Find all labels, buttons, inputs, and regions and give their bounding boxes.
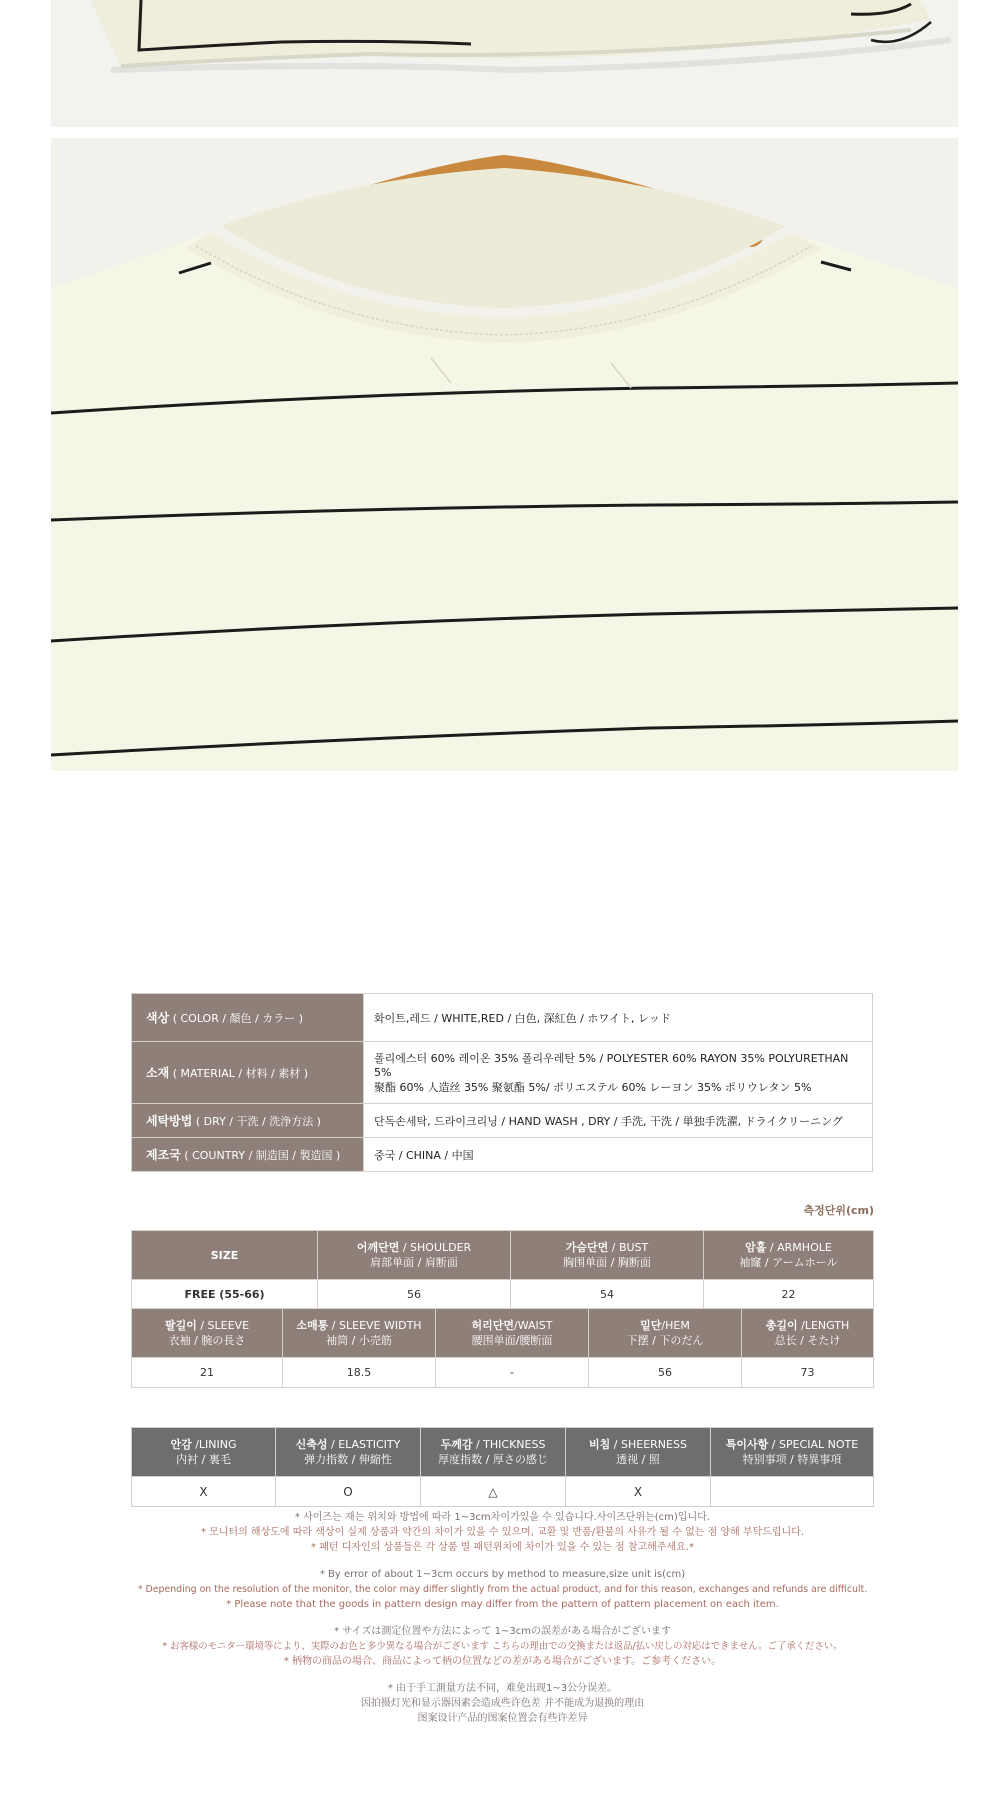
fabric-cell-thickness: △ — [421, 1477, 566, 1507]
header-sub: 特别事项 / 特異事項 — [742, 1453, 842, 1466]
detail-photo-hem — [51, 0, 958, 127]
fabric-table-header — [132, 1428, 874, 1477]
header-sub: 透视 / 照 — [616, 1453, 660, 1466]
header-rest: / SPECIAL NOTE — [768, 1438, 859, 1451]
header-rest: /LINING — [191, 1438, 237, 1451]
info-row-wash — [132, 1104, 873, 1138]
header-bold: 신축성 — [295, 1438, 328, 1451]
size-table-1-row — [132, 1280, 874, 1310]
header-bold: 암홀 — [745, 1241, 767, 1254]
striped-tshirt-collar-on-hanger-photo — [51, 138, 958, 771]
header-bold: 소매통 — [296, 1319, 329, 1332]
detail-photo-collar — [51, 138, 958, 771]
header-rest: /WAIST — [514, 1319, 553, 1332]
size-cell-hem: 56 — [589, 1358, 742, 1388]
size-header-waist — [436, 1309, 589, 1358]
note-line: * 由于手工測量方法不同，难免出现1~3公分误差。 — [387, 1683, 618, 1694]
size-header-armhole — [704, 1231, 874, 1280]
size-cell-waist: - — [436, 1358, 589, 1388]
size-header-bust — [511, 1231, 704, 1280]
header-sub: 衣袖 / 腕の長さ — [168, 1334, 246, 1347]
info-label-rest: ( COLOR / 顏色 / カラー ) — [172, 1012, 304, 1025]
info-label-ko: 제조국 — [146, 1148, 181, 1162]
size-table-2 — [131, 1308, 874, 1388]
header-rest: / BUST — [608, 1241, 649, 1254]
size-cell-size: FREE (55-66) — [132, 1280, 318, 1310]
size-notes — [131, 1510, 874, 1738]
header-sub: 袖筒 / 小売筋 — [326, 1334, 392, 1347]
info-value-material — [364, 1042, 873, 1104]
header-sub: 下摆 / 下のだん — [626, 1334, 704, 1347]
size-cell-bust: 54 — [511, 1280, 704, 1310]
info-label-color — [132, 994, 364, 1042]
header-sub: 肩部单面 / 肩断面 — [370, 1256, 458, 1269]
measurement-unit-note: 측정단위(cm) — [803, 1204, 874, 1217]
fabric-feature-table — [131, 1427, 874, 1507]
header-bold: 두께감 — [440, 1438, 473, 1451]
info-label-rest: ( MATERIAL / 材料 / 素材 ) — [172, 1067, 309, 1080]
info-row-color — [132, 994, 873, 1042]
header-rest: / ELASTICITY — [327, 1438, 401, 1451]
fabric-cell-elasticity: O — [276, 1477, 421, 1507]
size-header-sleeve-width — [283, 1309, 436, 1358]
size-cell-armhole: 22 — [704, 1280, 874, 1310]
note-line: * サイズは測定位置や方法によって 1~3cmの誤差がある場合がございます — [334, 1626, 671, 1637]
size-cell-sleeve-width: 18.5 — [283, 1358, 436, 1388]
fabric-cell-sheerness: X — [566, 1477, 711, 1507]
size-cell-sleeve: 21 — [132, 1358, 283, 1388]
size-header-sleeve — [132, 1309, 283, 1358]
size-table-1-header — [132, 1231, 874, 1280]
header-bold: 허리단면 — [471, 1319, 515, 1332]
notes-japanese — [131, 1624, 874, 1669]
note-line: * Please note that the goods in pattern design may differ from the pattern of pattern placement on each item. — [226, 1599, 779, 1610]
size-header-length — [742, 1309, 874, 1358]
header-bold: 특이사항 — [725, 1438, 769, 1451]
header-rest: / THICKNESS — [472, 1438, 546, 1451]
info-label-ko: 세탁방법 — [146, 1114, 193, 1128]
header-rest: / SLEEVE WIDTH — [328, 1319, 422, 1332]
material-line-2: 聚酯 60% 人造丝 35% 聚氨酯 5%/ ポリエステル 60% レーヨン 35% ポリウレタン 5% — [374, 1081, 812, 1094]
header-sub: 腰围单面/腰断面 — [471, 1334, 553, 1347]
size-table-2-header — [132, 1309, 874, 1358]
info-label-ko: 색상 — [146, 1011, 170, 1025]
header-rest: / SHEERNESS — [610, 1438, 687, 1451]
note-line: * By error of about 1~3cm occurs by method to measure,size unit is(cm) — [319, 1569, 686, 1580]
fabric-header-lining — [132, 1428, 276, 1477]
header-sub: 胸围单面 / 胸断面 — [563, 1256, 651, 1269]
fabric-header-sheerness — [566, 1428, 711, 1477]
info-label-material — [132, 1042, 364, 1104]
size-table-1 — [131, 1230, 874, 1310]
info-label-wash — [132, 1104, 364, 1138]
fabric-cell-lining: X — [132, 1477, 276, 1507]
size-header-hem — [589, 1309, 742, 1358]
info-label-rest: ( COUNTRY / 制造国 / 製造国 ) — [184, 1149, 341, 1162]
notes-english — [131, 1567, 874, 1612]
notes-korean — [131, 1510, 874, 1555]
info-row-country — [132, 1138, 873, 1172]
info-value-country: 중국 / CHINA / 中国 — [364, 1138, 873, 1172]
note-line: * 柄物の商品の場合、商品によって柄の位置などの差がある場合がございます。ご参考ください。 — [283, 1656, 722, 1667]
header-bold: 총길이 — [765, 1319, 798, 1332]
note-line: * 사이즈는 재는 위치와 방법에 따라 1~3cm차이가있을 수 있습니다.사이즈단위는(cm)입니다. — [295, 1512, 710, 1523]
material-line-1: 폴리에스터 60% 레이온 35% 폴리우레탄 5% / POLYESTER 60% RAYON 35% POLYURETHAN 5% — [374, 1052, 849, 1079]
header-rest: /HEM — [661, 1319, 690, 1332]
header-sub: 袖窿 / アームホール — [739, 1256, 838, 1269]
note-line: 因拍摄灯光和显示器因素会造成些许色差 并不能成为退换的理由 — [360, 1698, 645, 1709]
size-header-size — [132, 1231, 318, 1280]
header-sub: 弹力指数 / 伸縮性 — [304, 1453, 392, 1466]
note-line: * 패턴 디자인의 상품들은 각 상품 별 패턴위치에 차이가 있을 수 있는 점 참고해주세요.* — [311, 1542, 694, 1553]
header-rest: / ARMHOLE — [766, 1241, 832, 1254]
notes-chinese — [131, 1681, 874, 1726]
header-bold: 밑단 — [640, 1319, 662, 1332]
fabric-cell-special-note — [711, 1477, 874, 1507]
header-bold: 비침 — [589, 1438, 611, 1451]
note-line: * 모니터의 해상도에 따라 색상이 실제 상품과 약간의 차이가 있을 수 있으며, 교환 및 반품/환불의 사유가 될 수 없는 점 양해 부탁드립니다. — [200, 1527, 805, 1538]
size-header-shoulder — [318, 1231, 511, 1280]
header-bold: 가슴단면 — [565, 1241, 609, 1254]
header-rest: / SLEEVE — [196, 1319, 250, 1332]
header-bold: 팔길이 — [164, 1319, 197, 1332]
info-label-ko: 소재 — [146, 1066, 170, 1080]
size-cell-length: 73 — [742, 1358, 874, 1388]
header-bold: 안감 — [170, 1438, 192, 1451]
header-bold: 어깨단면 — [356, 1241, 400, 1254]
note-line: * Depending on the resolution of the monitor, the color may differ slightly from the actual product, and for this reason, exchanges and refunds are difficult. — [137, 1584, 868, 1595]
fabric-header-elasticity — [276, 1428, 421, 1477]
note-line: 图案设计产品的图案位置会有些许差异 — [417, 1713, 588, 1724]
header-rest: /LENGTH — [797, 1319, 850, 1332]
header-rest: / SHOULDER — [399, 1241, 472, 1254]
info-value-color: 화이트,레드 / WHITE,RED / 白色, 深紅色 / ホワイト, レッド — [364, 994, 873, 1042]
striped-tshirt-hem-photo — [51, 0, 958, 127]
header-sub: 总长 / そたけ — [774, 1334, 841, 1347]
info-label-rest: ( DRY / 干洗 / 洗浄方法 ) — [195, 1115, 321, 1128]
product-info-table — [131, 993, 873, 1172]
fabric-header-thickness — [421, 1428, 566, 1477]
header-sub: 厚度指数 / 厚さの感じ — [438, 1453, 548, 1466]
header-text: SIZE — [210, 1248, 239, 1262]
size-table-2-row — [132, 1358, 874, 1388]
info-label-country — [132, 1138, 364, 1172]
info-value-wash: 단독손세탁, 드라이크리닝 / HAND WASH , DRY / 手洗, 干洗 / 単独手洗濯, ドライクリーニング — [364, 1104, 873, 1138]
size-cell-shoulder: 56 — [318, 1280, 511, 1310]
fabric-table-row — [132, 1477, 874, 1507]
fabric-header-special-note — [711, 1428, 874, 1477]
info-row-material — [132, 1042, 873, 1104]
header-sub: 内衬 / 裏毛 — [176, 1453, 231, 1466]
note-line: * お客様のモニター環境等により、実際のお色と多少異なる場合がございます こちらの理由での交換または返品/払い戻しの対応はできません。ご了承ください。 — [162, 1641, 843, 1652]
